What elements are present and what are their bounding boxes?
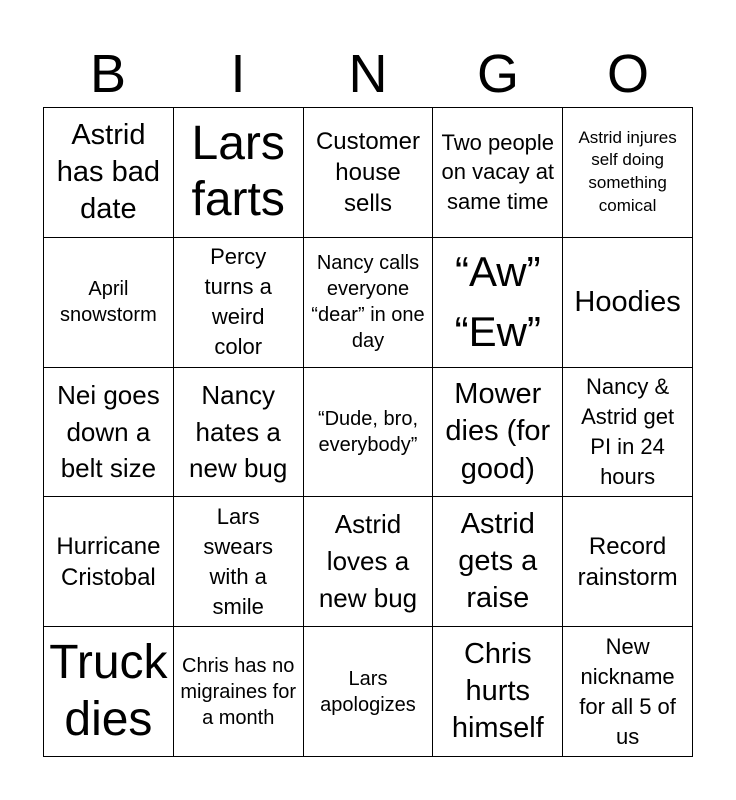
cell-text: Astrid loves a new bug xyxy=(318,509,418,614)
cell-text: Chris has no migraines for a month xyxy=(180,654,296,729)
bingo-cell[interactable] xyxy=(174,238,304,368)
bingo-cell[interactable] xyxy=(433,627,563,757)
cell-text: Mower dies (for good) xyxy=(445,378,551,485)
cell-text: Lars apologizes xyxy=(320,667,416,716)
bingo-cell[interactable] xyxy=(304,108,434,238)
bingo-cell[interactable] xyxy=(304,368,434,498)
cell-text: Two people on vacay at same time xyxy=(441,129,555,215)
bingo-cell[interactable] xyxy=(433,108,563,238)
bingo-cell[interactable] xyxy=(44,238,174,368)
cell-text: Astrid has bad date xyxy=(56,118,160,225)
bingo-cell[interactable] xyxy=(433,238,563,368)
bingo-cell[interactable] xyxy=(433,368,563,498)
header-letter-b: B xyxy=(89,44,127,104)
header-letter-g: G xyxy=(476,44,519,104)
cell-text: “Aw” “Ew” xyxy=(454,248,541,356)
bingo-header xyxy=(43,42,693,106)
cell-text: Nancy hates a new bug xyxy=(189,379,288,484)
cell-text: Nei goes down a belt size xyxy=(57,379,160,484)
bingo-cell[interactable] xyxy=(44,497,174,627)
bingo-cell[interactable] xyxy=(174,368,304,498)
bingo-cell[interactable] xyxy=(174,497,304,627)
header-letter-n: N xyxy=(348,44,388,104)
cell-text: April snowstorm xyxy=(60,278,157,327)
bingo-cell[interactable] xyxy=(44,627,174,757)
bingo-cell[interactable] xyxy=(304,497,434,627)
cell-text: Astrid injures self doing something comical xyxy=(578,127,677,216)
bingo-cell[interactable] xyxy=(304,627,434,757)
bingo-cell[interactable] xyxy=(304,238,434,368)
cell-text: Lars farts xyxy=(191,116,285,227)
bingo-cell[interactable] xyxy=(563,238,693,368)
bingo-cell[interactable] xyxy=(44,368,174,498)
cell-text: Hoodies xyxy=(574,285,681,318)
bingo-cell[interactable] xyxy=(563,497,693,627)
cell-text: Percy turns a weird color xyxy=(204,244,272,360)
cell-text: Nancy calls everyone “dear” in one day xyxy=(311,252,425,353)
cell-text: Truck dies xyxy=(49,635,168,746)
bingo-board xyxy=(43,107,693,757)
cell-text: Astrid gets a raise xyxy=(458,508,538,615)
cell-text: Customer house sells xyxy=(315,127,420,217)
bingo-cell[interactable] xyxy=(563,368,693,498)
bingo-cell[interactable] xyxy=(174,108,304,238)
bingo-cell[interactable] xyxy=(44,108,174,238)
bingo-cell[interactable] xyxy=(174,627,304,757)
cell-text: “Dude, bro, everybody” xyxy=(317,407,419,456)
cell-text: Record rainstorm xyxy=(577,532,678,591)
header-letter-i: I xyxy=(230,44,246,104)
cell-text: Hurricane Cristobal xyxy=(56,532,161,591)
bingo-cell[interactable] xyxy=(433,497,563,627)
bingo-cell[interactable] xyxy=(563,108,693,238)
cell-text: New nickname for all 5 of us xyxy=(579,633,676,749)
bingo-cell[interactable] xyxy=(563,627,693,757)
cell-text: Lars swears with a smile xyxy=(203,503,274,619)
cell-text: Nancy & Astrid get PI in 24 hours xyxy=(581,374,675,489)
cell-text: Chris hurts himself xyxy=(451,637,544,745)
header-letter-o: O xyxy=(606,44,649,104)
